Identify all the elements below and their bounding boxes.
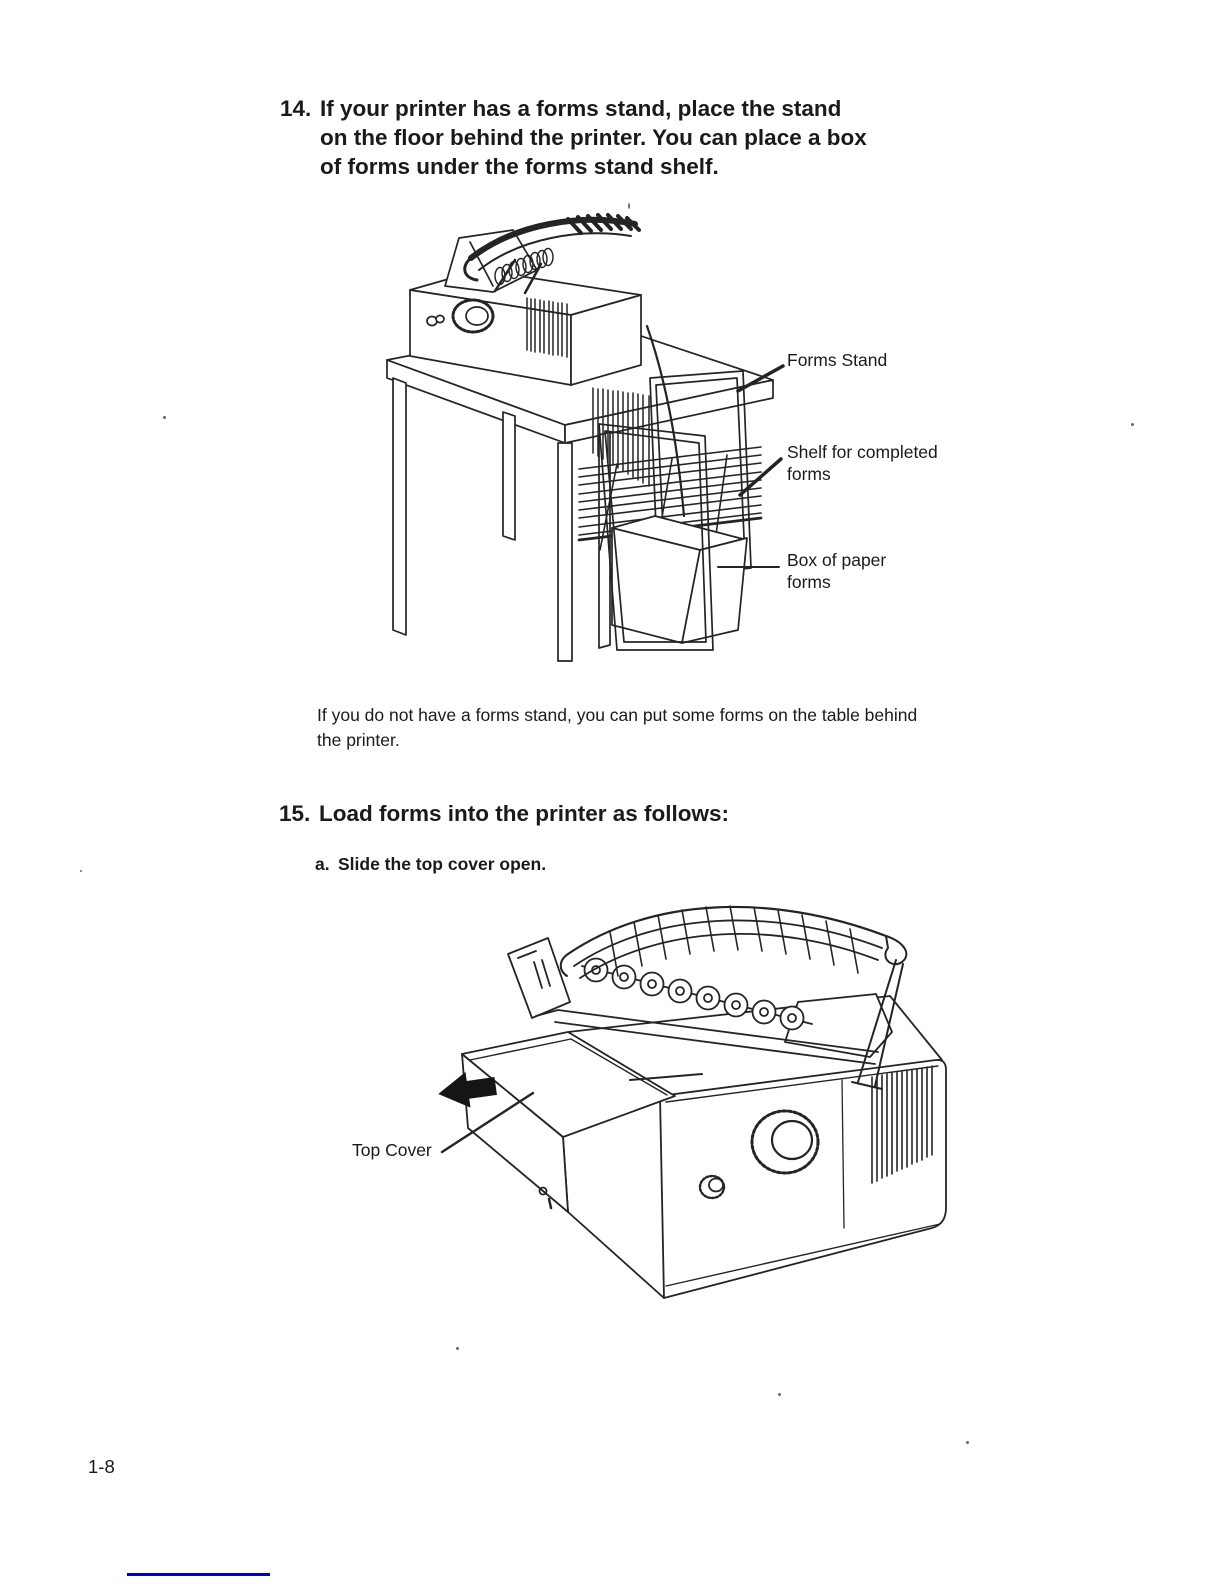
printer-top-cover-drawing: [330, 890, 980, 1320]
label-forms-stand: Forms Stand: [787, 350, 888, 370]
footer-rule: [127, 1573, 270, 1576]
step-15a-letter: a.: [315, 854, 330, 874]
step-15-text: Load forms into the printer as follows:: [319, 801, 730, 826]
label-shelf-line-2: forms: [787, 463, 831, 484]
step-14-line-1: If your printer has a forms stand, place the stand: [320, 96, 842, 121]
scan-speck: [456, 1347, 459, 1350]
note-paragraph: [317, 703, 917, 752]
figure-top-cover: [330, 890, 980, 1320]
label-shelf-line-1: Shelf for completed: [787, 442, 938, 462]
scan-speck: [1131, 423, 1134, 426]
step-14-line-3: of forms under the forms stand shelf.: [320, 154, 719, 179]
step-15-number: 15.: [279, 801, 311, 826]
step-14-number: 14.: [280, 96, 312, 121]
label-box-line-1: Box of paper: [787, 550, 887, 570]
step-14-text: [320, 94, 867, 181]
printer-stand-drawing: [375, 198, 965, 678]
step-14-line-2: on the floor behind the printer. You can place a box: [320, 125, 867, 150]
figure-printer-on-stand: [375, 198, 965, 678]
label-shelf: [787, 442, 938, 485]
scan-speck: [163, 416, 166, 419]
step-14-heading: [280, 94, 867, 181]
step-15-heading: [279, 799, 729, 828]
step-15a: [315, 853, 546, 875]
scan-speck: [966, 1441, 969, 1444]
label-box-line-2: forms: [787, 571, 831, 592]
label-top-cover: Top Cover: [352, 1140, 432, 1160]
step-15a-text: Slide the top cover open.: [338, 854, 547, 874]
page-number: 1-8: [88, 1456, 115, 1477]
printer-body-drawing: [410, 215, 641, 385]
label-box-of-forms: [787, 550, 886, 593]
scan-speck: [628, 203, 630, 209]
printer2-body: [563, 996, 946, 1298]
note-line-2: the printer.: [317, 729, 400, 750]
note-line-1: If you do not have a forms stand, you can put some forms on the table behind: [317, 705, 918, 725]
box-of-forms-drawing: [612, 516, 747, 643]
scan-speck: [80, 870, 82, 872]
scan-speck: [778, 1393, 781, 1396]
